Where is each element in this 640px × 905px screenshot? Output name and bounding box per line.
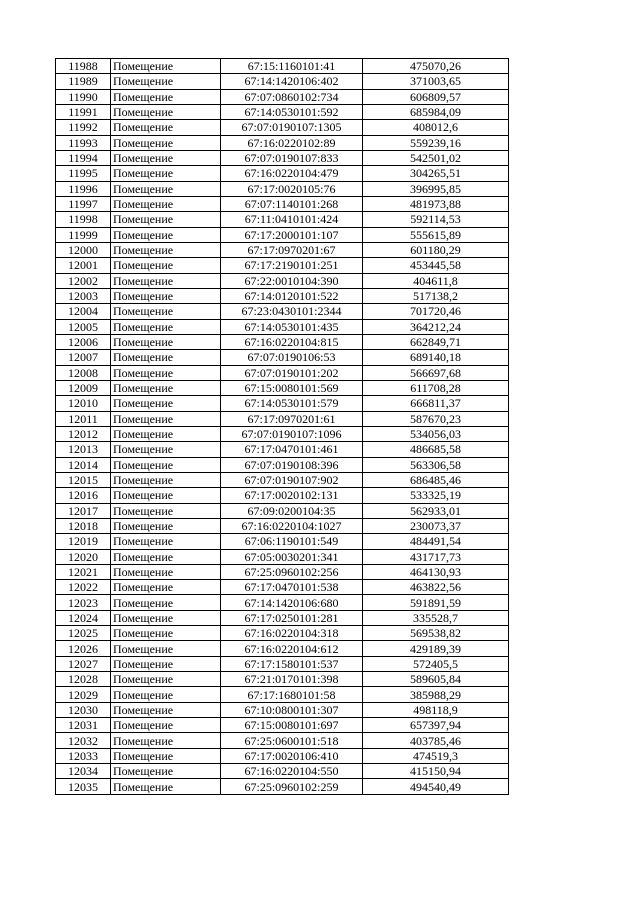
table-row: [56, 288, 509, 303]
table-row: [56, 396, 509, 411]
object-type-cell: Помещение: [111, 564, 221, 579]
row-number-cell: 11993: [56, 135, 111, 150]
table-row: [56, 334, 509, 349]
table-row: [56, 687, 509, 702]
value-cell: 657397,94: [363, 718, 509, 733]
row-number-cell: 12019: [56, 534, 111, 549]
object-type-cell: Помещение: [111, 595, 221, 610]
cadastral-number-cell: 67:07:1140101:268: [221, 196, 363, 211]
table-row: [56, 672, 509, 687]
value-cell: 587670,23: [363, 411, 509, 426]
registry-table: [55, 58, 509, 795]
table-row: [56, 518, 509, 533]
value-cell: 589605,84: [363, 672, 509, 687]
cadastral-number-cell: 67:17:0020102:131: [221, 488, 363, 503]
row-number-cell: 12024: [56, 610, 111, 625]
cadastral-number-cell: 67:16:0220104:550: [221, 764, 363, 779]
object-type-cell: Помещение: [111, 380, 221, 395]
table-row: [56, 718, 509, 733]
row-number-cell: 12000: [56, 242, 111, 257]
value-cell: 685984,09: [363, 104, 509, 119]
cadastral-number-cell: 67:25:0960102:259: [221, 779, 363, 794]
value-cell: 230073,37: [363, 518, 509, 533]
row-number-cell: 11998: [56, 212, 111, 227]
value-cell: 662849,71: [363, 334, 509, 349]
value-cell: 686485,46: [363, 472, 509, 487]
cadastral-number-cell: 67:14:0530101:579: [221, 396, 363, 411]
table-row: [56, 59, 509, 74]
cadastral-number-cell: 67:07:0190107:1096: [221, 426, 363, 441]
value-cell: 429189,39: [363, 641, 509, 656]
cadastral-number-cell: 67:14:1420106:680: [221, 595, 363, 610]
cadastral-number-cell: 67:11:0410101:424: [221, 212, 363, 227]
object-type-cell: Помещение: [111, 626, 221, 641]
value-cell: 559239,16: [363, 135, 509, 150]
cadastral-number-cell: 67:17:1680101:58: [221, 687, 363, 702]
value-cell: 606809,57: [363, 89, 509, 104]
cadastral-number-cell: 67:14:0530101:435: [221, 319, 363, 334]
table-row: [56, 196, 509, 211]
value-cell: 408012,6: [363, 120, 509, 135]
cadastral-number-cell: 67:22:0010104:390: [221, 273, 363, 288]
row-number-cell: 11992: [56, 120, 111, 135]
table-row: [56, 319, 509, 334]
value-cell: 591891,59: [363, 595, 509, 610]
cadastral-number-cell: 67:17:2190101:251: [221, 258, 363, 273]
cadastral-number-cell: 67:17:0970201:67: [221, 242, 363, 257]
table-row: [56, 779, 509, 794]
table-row: [56, 380, 509, 395]
cadastral-number-cell: 67:25:0960102:256: [221, 564, 363, 579]
object-type-cell: Помещение: [111, 273, 221, 288]
table-row: [56, 365, 509, 380]
table-row: [56, 656, 509, 671]
object-type-cell: Помещение: [111, 687, 221, 702]
row-number-cell: 12014: [56, 457, 111, 472]
value-cell: 701720,46: [363, 304, 509, 319]
object-type-cell: Помещение: [111, 334, 221, 349]
cadastral-number-cell: 67:07:0190107:833: [221, 150, 363, 165]
object-type-cell: Помещение: [111, 135, 221, 150]
table-row: [56, 411, 509, 426]
object-type-cell: Помещение: [111, 120, 221, 135]
table-row: [56, 702, 509, 717]
value-cell: 572405,5: [363, 656, 509, 671]
row-number-cell: 12017: [56, 503, 111, 518]
object-type-cell: Помещение: [111, 212, 221, 227]
row-number-cell: 12026: [56, 641, 111, 656]
table-row: [56, 626, 509, 641]
value-cell: 474519,3: [363, 748, 509, 763]
object-type-cell: Помещение: [111, 503, 221, 518]
object-type-cell: Помещение: [111, 304, 221, 319]
value-cell: 569538,82: [363, 626, 509, 641]
row-number-cell: 12022: [56, 580, 111, 595]
row-number-cell: 12027: [56, 656, 111, 671]
table-row: [56, 764, 509, 779]
table-row: [56, 472, 509, 487]
value-cell: 517138,2: [363, 288, 509, 303]
row-number-cell: 12028: [56, 672, 111, 687]
object-type-cell: Помещение: [111, 196, 221, 211]
cadastral-number-cell: 67:15:0080101:569: [221, 380, 363, 395]
object-type-cell: Помещение: [111, 396, 221, 411]
value-cell: 335528,7: [363, 610, 509, 625]
table-row: [56, 503, 509, 518]
row-number-cell: 12029: [56, 687, 111, 702]
cadastral-number-cell: 67:07:0190107:902: [221, 472, 363, 487]
cadastral-number-cell: 67:17:0020106:410: [221, 748, 363, 763]
row-number-cell: 12021: [56, 564, 111, 579]
object-type-cell: Помещение: [111, 718, 221, 733]
object-type-cell: Помещение: [111, 411, 221, 426]
object-type-cell: Помещение: [111, 319, 221, 334]
value-cell: 555615,89: [363, 227, 509, 242]
value-cell: 534056,03: [363, 426, 509, 441]
cadastral-number-cell: 67:17:0020105:76: [221, 181, 363, 196]
value-cell: 486685,58: [363, 442, 509, 457]
cadastral-number-cell: 67:17:1580101:537: [221, 656, 363, 671]
table-row: [56, 733, 509, 748]
object-type-cell: Помещение: [111, 258, 221, 273]
cadastral-number-cell: 67:07:0190107:1305: [221, 120, 363, 135]
table-row: [56, 748, 509, 763]
cadastral-number-cell: 67:15:1160101:41: [221, 59, 363, 74]
value-cell: 453445,58: [363, 258, 509, 273]
row-number-cell: 11997: [56, 196, 111, 211]
cadastral-number-cell: 67:17:0470101:461: [221, 442, 363, 457]
cadastral-number-cell: 67:16:0220102:89: [221, 135, 363, 150]
value-cell: 498118,9: [363, 702, 509, 717]
object-type-cell: Помещение: [111, 59, 221, 74]
table-row: [56, 120, 509, 135]
row-number-cell: 12010: [56, 396, 111, 411]
object-type-cell: Помещение: [111, 610, 221, 625]
cadastral-number-cell: 67:15:0080101:697: [221, 718, 363, 733]
row-number-cell: 12018: [56, 518, 111, 533]
cadastral-number-cell: 67:16:0220104:815: [221, 334, 363, 349]
object-type-cell: Помещение: [111, 288, 221, 303]
cadastral-number-cell: 67:07:0190108:396: [221, 457, 363, 472]
row-number-cell: 12006: [56, 334, 111, 349]
row-number-cell: 11995: [56, 166, 111, 181]
object-type-cell: Помещение: [111, 779, 221, 794]
value-cell: 403785,46: [363, 733, 509, 748]
row-number-cell: 12001: [56, 258, 111, 273]
row-number-cell: 12032: [56, 733, 111, 748]
value-cell: 385988,29: [363, 687, 509, 702]
object-type-cell: Помещение: [111, 181, 221, 196]
value-cell: 364212,24: [363, 319, 509, 334]
object-type-cell: Помещение: [111, 227, 221, 242]
value-cell: 464130,93: [363, 564, 509, 579]
object-type-cell: Помещение: [111, 534, 221, 549]
row-number-cell: 12020: [56, 549, 111, 564]
object-type-cell: Помещение: [111, 104, 221, 119]
table-row: [56, 580, 509, 595]
row-number-cell: 11989: [56, 74, 111, 89]
table-row: [56, 212, 509, 227]
value-cell: 533325,19: [363, 488, 509, 503]
object-type-cell: Помещение: [111, 488, 221, 503]
cadastral-number-cell: 67:14:1420106:402: [221, 74, 363, 89]
table-row: [56, 104, 509, 119]
row-number-cell: 12009: [56, 380, 111, 395]
cadastral-number-cell: 67:16:0220104:1027: [221, 518, 363, 533]
cadastral-number-cell: 67:23:0430101:2344: [221, 304, 363, 319]
row-number-cell: 12031: [56, 718, 111, 733]
table-row: [56, 227, 509, 242]
object-type-cell: Помещение: [111, 672, 221, 687]
table-row: [56, 135, 509, 150]
cadastral-number-cell: 67:16:0220104:318: [221, 626, 363, 641]
object-type-cell: Помещение: [111, 656, 221, 671]
value-cell: 592114,53: [363, 212, 509, 227]
table-row: [56, 242, 509, 257]
object-type-cell: Помещение: [111, 242, 221, 257]
cadastral-number-cell: 67:25:0600101:518: [221, 733, 363, 748]
cadastral-number-cell: 67:07:0190106:53: [221, 350, 363, 365]
object-type-cell: Помещение: [111, 350, 221, 365]
table-row: [56, 641, 509, 656]
row-number-cell: 12003: [56, 288, 111, 303]
table-row: [56, 549, 509, 564]
row-number-cell: 12025: [56, 626, 111, 641]
cadastral-number-cell: 67:16:0220104:612: [221, 641, 363, 656]
row-number-cell: 12034: [56, 764, 111, 779]
object-type-cell: Помещение: [111, 580, 221, 595]
table-row: [56, 150, 509, 165]
object-type-cell: Помещение: [111, 365, 221, 380]
registry-table-body: [56, 59, 509, 795]
value-cell: 404611,8: [363, 273, 509, 288]
value-cell: 562933,01: [363, 503, 509, 518]
table-row: [56, 610, 509, 625]
value-cell: 396995,85: [363, 181, 509, 196]
table-row: [56, 166, 509, 181]
cadastral-number-cell: 67:17:0470101:538: [221, 580, 363, 595]
value-cell: 666811,37: [363, 396, 509, 411]
object-type-cell: Помещение: [111, 641, 221, 656]
cadastral-number-cell: 67:17:0250101:281: [221, 610, 363, 625]
table-row: [56, 258, 509, 273]
object-type-cell: Помещение: [111, 702, 221, 717]
table-row: [56, 534, 509, 549]
value-cell: 566697,68: [363, 365, 509, 380]
table-row: [56, 273, 509, 288]
cadastral-number-cell: 67:07:0860102:734: [221, 89, 363, 104]
row-number-cell: 12033: [56, 748, 111, 763]
cadastral-number-cell: 67:06:1190101:549: [221, 534, 363, 549]
value-cell: 463822,56: [363, 580, 509, 595]
value-cell: 481973,88: [363, 196, 509, 211]
row-number-cell: 11994: [56, 150, 111, 165]
row-number-cell: 12035: [56, 779, 111, 794]
value-cell: 542501,02: [363, 150, 509, 165]
value-cell: 371003,65: [363, 74, 509, 89]
value-cell: 304265,51: [363, 166, 509, 181]
value-cell: 689140,18: [363, 350, 509, 365]
table-row: [56, 564, 509, 579]
object-type-cell: Помещение: [111, 442, 221, 457]
value-cell: 484491,54: [363, 534, 509, 549]
cadastral-number-cell: 67:14:0530101:592: [221, 104, 363, 119]
value-cell: 431717,73: [363, 549, 509, 564]
object-type-cell: Помещение: [111, 74, 221, 89]
object-type-cell: Помещение: [111, 426, 221, 441]
table-row: [56, 89, 509, 104]
cadastral-number-cell: 67:14:0120101:522: [221, 288, 363, 303]
cadastral-number-cell: 67:16:0220104:479: [221, 166, 363, 181]
value-cell: 494540,49: [363, 779, 509, 794]
table-row: [56, 304, 509, 319]
object-type-cell: Помещение: [111, 518, 221, 533]
row-number-cell: 11999: [56, 227, 111, 242]
value-cell: 415150,94: [363, 764, 509, 779]
object-type-cell: Помещение: [111, 457, 221, 472]
table-row: [56, 350, 509, 365]
cadastral-number-cell: 67:07:0190101:202: [221, 365, 363, 380]
table-row: [56, 442, 509, 457]
cadastral-number-cell: 67:09:0200104:35: [221, 503, 363, 518]
row-number-cell: 11988: [56, 59, 111, 74]
row-number-cell: 12004: [56, 304, 111, 319]
object-type-cell: Помещение: [111, 764, 221, 779]
row-number-cell: 12016: [56, 488, 111, 503]
table-row: [56, 457, 509, 472]
row-number-cell: 12002: [56, 273, 111, 288]
row-number-cell: 11996: [56, 181, 111, 196]
row-number-cell: 12015: [56, 472, 111, 487]
cadastral-number-cell: 67:10:0800101:307: [221, 702, 363, 717]
row-number-cell: 12008: [56, 365, 111, 380]
value-cell: 611708,28: [363, 380, 509, 395]
value-cell: 601180,29: [363, 242, 509, 257]
value-cell: 563306,58: [363, 457, 509, 472]
row-number-cell: 12007: [56, 350, 111, 365]
row-number-cell: 11990: [56, 89, 111, 104]
row-number-cell: 12012: [56, 426, 111, 441]
row-number-cell: 12005: [56, 319, 111, 334]
cadastral-number-cell: 67:05:0030201:341: [221, 549, 363, 564]
row-number-cell: 11991: [56, 104, 111, 119]
row-number-cell: 12023: [56, 595, 111, 610]
object-type-cell: Помещение: [111, 150, 221, 165]
object-type-cell: Помещение: [111, 549, 221, 564]
table-row: [56, 74, 509, 89]
object-type-cell: Помещение: [111, 472, 221, 487]
cadastral-number-cell: 67:17:2000101:107: [221, 227, 363, 242]
table-row: [56, 595, 509, 610]
object-type-cell: Помещение: [111, 748, 221, 763]
row-number-cell: 12013: [56, 442, 111, 457]
object-type-cell: Помещение: [111, 733, 221, 748]
row-number-cell: 12011: [56, 411, 111, 426]
object-type-cell: Помещение: [111, 166, 221, 181]
table-row: [56, 181, 509, 196]
row-number-cell: 12030: [56, 702, 111, 717]
table-row: [56, 426, 509, 441]
cadastral-number-cell: 67:21:0170101:398: [221, 672, 363, 687]
object-type-cell: Помещение: [111, 89, 221, 104]
cadastral-number-cell: 67:17:0970201:61: [221, 411, 363, 426]
value-cell: 475070,26: [363, 59, 509, 74]
table-row: [56, 488, 509, 503]
